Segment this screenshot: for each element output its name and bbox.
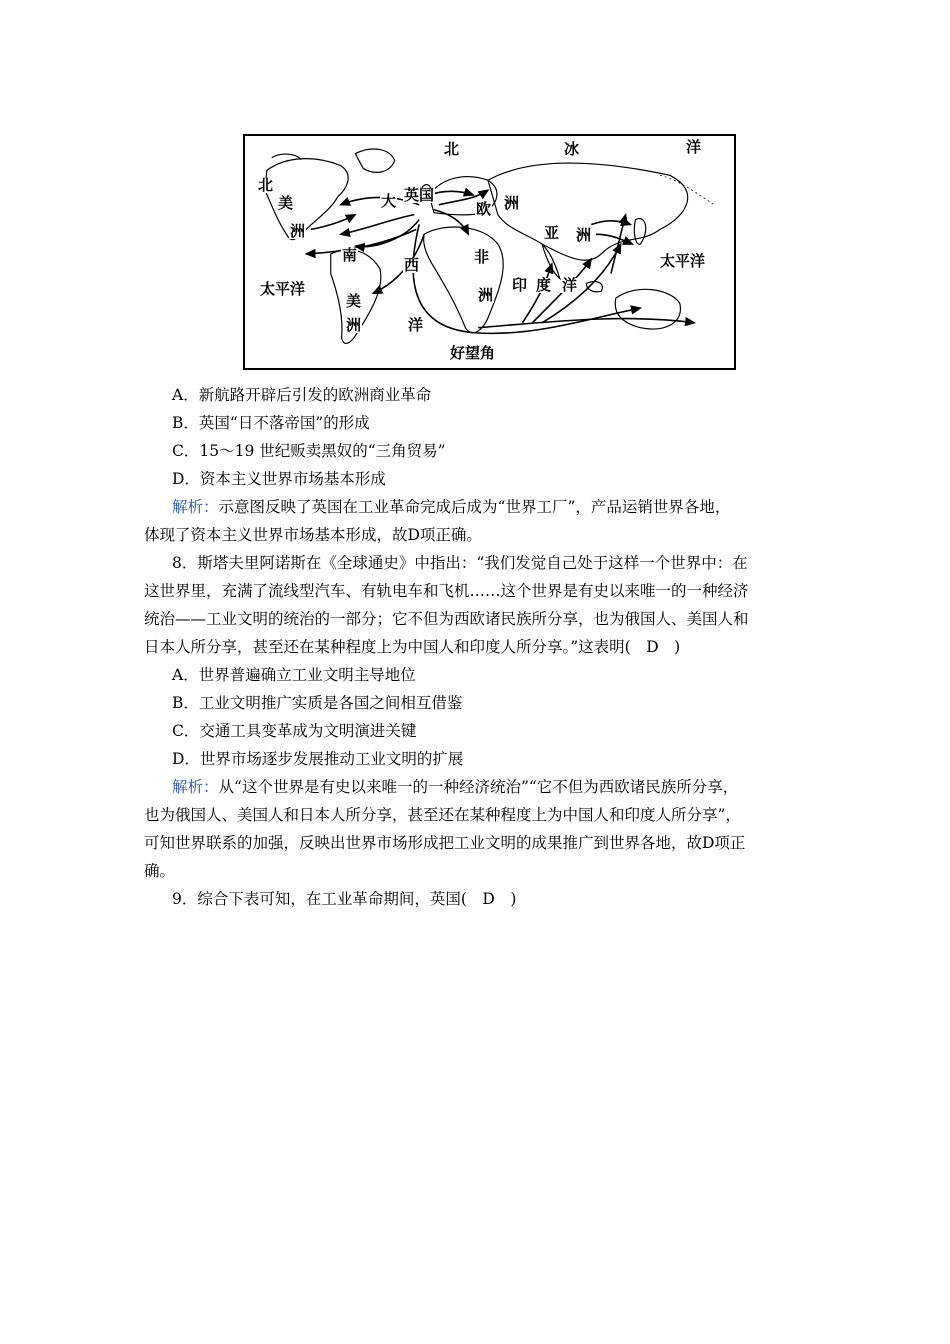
q9-stem: 9．综合下表可知，在工业革命期间，英国( D ) xyxy=(172,890,517,908)
map-label-cape: 好望角 xyxy=(450,344,496,362)
q8-analysis-line-1: 解析：从“这个世界是有史以来唯一的一种经济统治”“它不但为西欧诸民族所分享， xyxy=(172,778,739,796)
map-label-atlantic-da: 大 xyxy=(381,192,397,210)
q8-stem-line-2: 这世界里，充满了流线型汽车、有轨电车和飞机……这个世界是有史以来唯一的一种经济 xyxy=(144,582,749,600)
q8-analysis-line-4: 确。 xyxy=(144,862,176,880)
map-label-af-1: 非 xyxy=(474,248,490,266)
world-trade-map xyxy=(243,134,736,370)
map-label-atlantic-xi: 西 xyxy=(404,256,420,274)
map-label-pacific-left: 太平洋 xyxy=(260,280,306,298)
map-label-io-3: 洋 xyxy=(562,276,578,294)
q7-option-b: B．英国“日不落帝国”的形成 xyxy=(172,414,370,432)
map-label-ice: 冰 xyxy=(564,140,580,158)
q7-analysis-line-2: 体现了资本主义世界市场基本形成，故D项正确。 xyxy=(144,526,482,544)
map-label-sa-2: 美 xyxy=(346,292,362,310)
q8-option-d: D．世界市场逐步发展推动工业文明的扩展 xyxy=(172,750,464,768)
map-label-sa-3: 洲 xyxy=(346,316,362,334)
map-label-eu-2: 洲 xyxy=(504,194,520,212)
map-label-asia-2: 洲 xyxy=(576,226,592,244)
map-label-na-2: 美 xyxy=(278,194,294,212)
map-label-sa-1: 南 xyxy=(342,246,358,264)
q8-analysis-line-2: 也为俄国人、美国人和日本人所分享，甚至还在某种程度上为中国人和印度人所分享”， xyxy=(144,806,741,824)
map-label-af-2: 洲 xyxy=(478,286,494,304)
map-label-asia-1: 亚 xyxy=(544,224,560,242)
map-label-uk: 英国 xyxy=(404,186,435,204)
map-label-eu-1: 欧 xyxy=(476,200,492,218)
q7-option-d: D．资本主义世界市场基本形成 xyxy=(172,470,386,488)
q7-analysis-line-1: 解析：示意图反映了英国在工业革命完成后成为“世界工厂”，产品运销世界各地， xyxy=(172,498,731,516)
map-label-north: 北 xyxy=(444,140,460,158)
q8-analysis-label: 解析： xyxy=(172,778,219,796)
q8-option-c: C．交通工具变革成为文明演进关键 xyxy=(172,722,417,740)
map-label-arctic-ocean: 洋 xyxy=(686,138,702,156)
trade-route-arrows xyxy=(306,186,694,333)
q7-option-a: A．新航路开辟后引发的欧洲商业革命 xyxy=(172,386,432,404)
map-label-io-2: 度 xyxy=(536,276,552,294)
map-label-na-3: 洲 xyxy=(290,222,306,240)
map-label-atlantic-yang: 洋 xyxy=(408,316,424,334)
continent-outlines xyxy=(265,149,688,343)
q8-stem-line-4: 日本人所分享，甚至还在某种程度上为中国人和印度人所分享。”这表明( D ) xyxy=(144,638,681,656)
q8-analysis-line-3: 可知世界联系的加强，反映出世界市场形成把工业文明的成果推广到世界各地，故D项正 xyxy=(144,834,746,852)
q8-option-b: B．工业文明推广实质是各国之间相互借鉴 xyxy=(172,694,463,712)
q8-stem-line-3: 统治——工业文明的统治的一部分；它不但为西欧诸民族所分享，也为俄国人、美国人和 xyxy=(144,610,749,628)
map-label-io-1: 印 xyxy=(512,276,528,294)
q7-option-c: C．15～19 世纪贩卖黑奴的“三角贸易” xyxy=(172,442,446,460)
q7-analysis-label: 解析： xyxy=(172,498,219,516)
q8-option-a: A．世界普遍确立工业文明主导地位 xyxy=(172,666,416,684)
map-label-pacific-right: 太平洋 xyxy=(660,252,706,270)
map-label-na-1: 北 xyxy=(258,176,274,194)
q8-stem-line-1: 8．斯塔夫里阿诺斯在《全球通史》中指出：“我们发觉自己处于这样一个世界中：在 xyxy=(172,554,748,572)
